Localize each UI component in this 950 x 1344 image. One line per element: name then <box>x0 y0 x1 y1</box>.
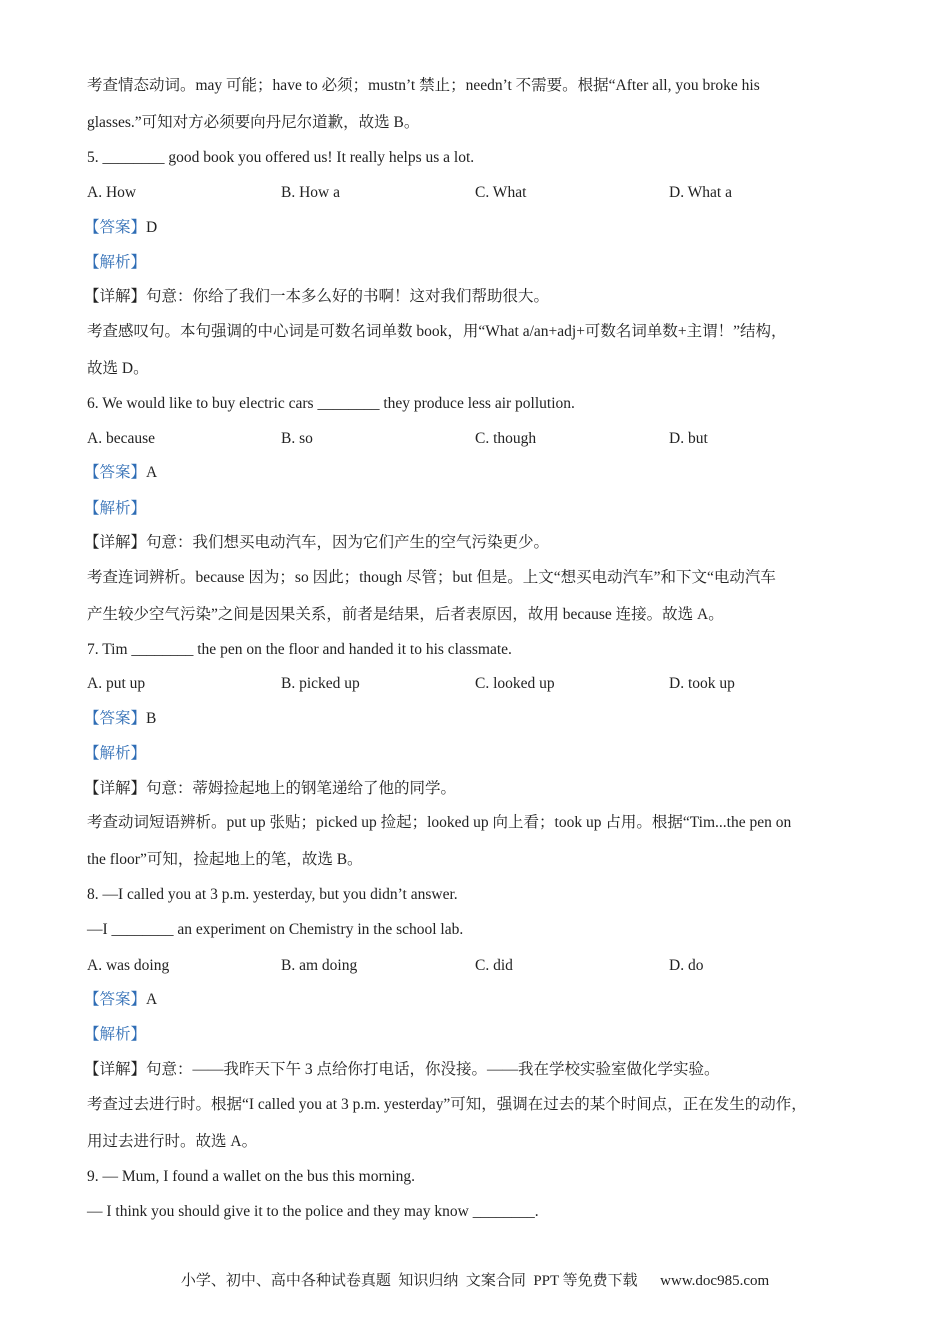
explanation-line: 考查连词辨析。because 因为；so 因此；though 尽管；but 但是。上文“想买电动汽车”和下文“电动汽车 <box>87 569 776 586</box>
option-a: A. because <box>87 430 155 447</box>
detail-label: 【详解】 <box>84 780 147 797</box>
question-6: 6. We would like to buy electric cars ________ they produce less air pollution. <box>87 395 575 412</box>
answer-value: A <box>146 464 158 481</box>
detail-label: 【详解】 <box>84 288 147 305</box>
question-9-reply: — I think you should give it to the police and they may know ________. <box>87 1203 539 1220</box>
detail-text: 句意：蒂姆捡起地上的钢笔递给了他的同学。 <box>146 780 457 797</box>
analysis-label: 【解析】 <box>84 1026 147 1043</box>
detail-label: 【详解】 <box>84 534 147 551</box>
analysis-label: 【解析】 <box>84 254 147 271</box>
explanation-line: 考查感叹句。本句强调的中心词是可数名词单数 book，用“What a/an+adj+可数名词单数+主谓！”结构， <box>87 323 787 340</box>
option-b: B. so <box>281 430 313 447</box>
page-footer: 小学、初中、高中各种试卷真题 知识归纳 文案合同 PPT 等免费下载 www.doc985.com <box>180 1273 770 1289</box>
option-c: C. What <box>475 184 527 201</box>
detail-line <box>84 533 549 553</box>
answer-line <box>84 990 157 1010</box>
answer-label: 【答案】 <box>84 464 147 481</box>
option-c: C. looked up <box>475 675 555 692</box>
question-9: 9. — Mum, I found a wallet on the bus this morning. <box>87 1168 416 1185</box>
question-8: 8. —I called you at 3 p.m. yesterday, but you didn’t answer. <box>87 886 458 903</box>
option-d: D. do <box>669 957 704 974</box>
option-d: D. What a <box>669 184 732 201</box>
answer-line <box>84 463 157 483</box>
option-d: D. but <box>669 430 708 447</box>
answer-value: A <box>146 991 158 1008</box>
answer-label: 【答案】 <box>84 219 147 236</box>
question-5: 5. ________ good book you offered us! It really helps us a lot. <box>87 149 475 166</box>
question-7: 7. Tim ________ the pen on the floor and handed it to his classmate. <box>87 641 512 658</box>
explanation-line: 故选 D。 <box>87 360 149 377</box>
answer-value: D <box>146 219 158 236</box>
option-a: A. put up <box>87 675 146 692</box>
answer-label: 【答案】 <box>84 710 147 727</box>
answer-value: B <box>146 710 157 727</box>
option-b: B. am doing <box>281 957 358 974</box>
detail-line <box>84 1060 720 1080</box>
detail-text: 句意：你给了我们一本多么好的书啊！这对我们帮助很大。 <box>146 288 550 305</box>
option-d: D. took up <box>669 675 735 692</box>
explanation-line: 考查情态动词。may 可能；have to 必须；mustn’t 禁止；needn’t 不需要。根据“After all, you broke his <box>87 77 760 94</box>
detail-text: 句意：我们想买电动汽车，因为它们产生的空气污染更少。 <box>146 534 550 551</box>
option-a: A. How <box>87 184 137 201</box>
question-8-reply: —I ________ an experiment on Chemistry in the school lab. <box>87 921 464 938</box>
analysis-label: 【解析】 <box>84 500 147 517</box>
explanation-line: 产生较少空气污染”之间是因果关系，前者是结果，后者表原因，故用 because 连接。故选 A。 <box>87 606 724 623</box>
detail-line <box>84 287 549 307</box>
detail-text: 句意：——我昨天下午 3 点给你打电话，你没接。——我在学校实验室做化学实验。 <box>146 1061 720 1078</box>
analysis-label: 【解析】 <box>84 745 147 762</box>
option-b: B. picked up <box>281 675 360 692</box>
explanation-line: 考查动词短语辨析。put up 张贴；picked up 捡起；looked up 向上看；took up 占用。根据“Tim...the pen on <box>87 814 792 831</box>
option-c: C. did <box>475 957 513 974</box>
explanation-line: the floor”可知，捡起地上的笔，故选 B。 <box>87 851 363 868</box>
detail-label: 【详解】 <box>84 1061 147 1078</box>
detail-line <box>84 779 456 799</box>
explanation-line: glasses.”可知对方必须要向丹尼尔道歉，故选 B。 <box>87 114 420 131</box>
answer-line <box>84 709 156 729</box>
answer-line <box>84 218 157 238</box>
option-b: B. How a <box>281 184 340 201</box>
option-c: C. though <box>475 430 537 447</box>
explanation-line: 用过去进行时。故选 A。 <box>87 1133 258 1150</box>
answer-label: 【答案】 <box>84 991 147 1008</box>
explanation-line: 考查过去进行时。根据“I called you at 3 p.m. yesterday”可知，强调在过去的某个时间点，正在发生的动作， <box>87 1096 807 1113</box>
option-a: A. was doing <box>87 957 170 974</box>
